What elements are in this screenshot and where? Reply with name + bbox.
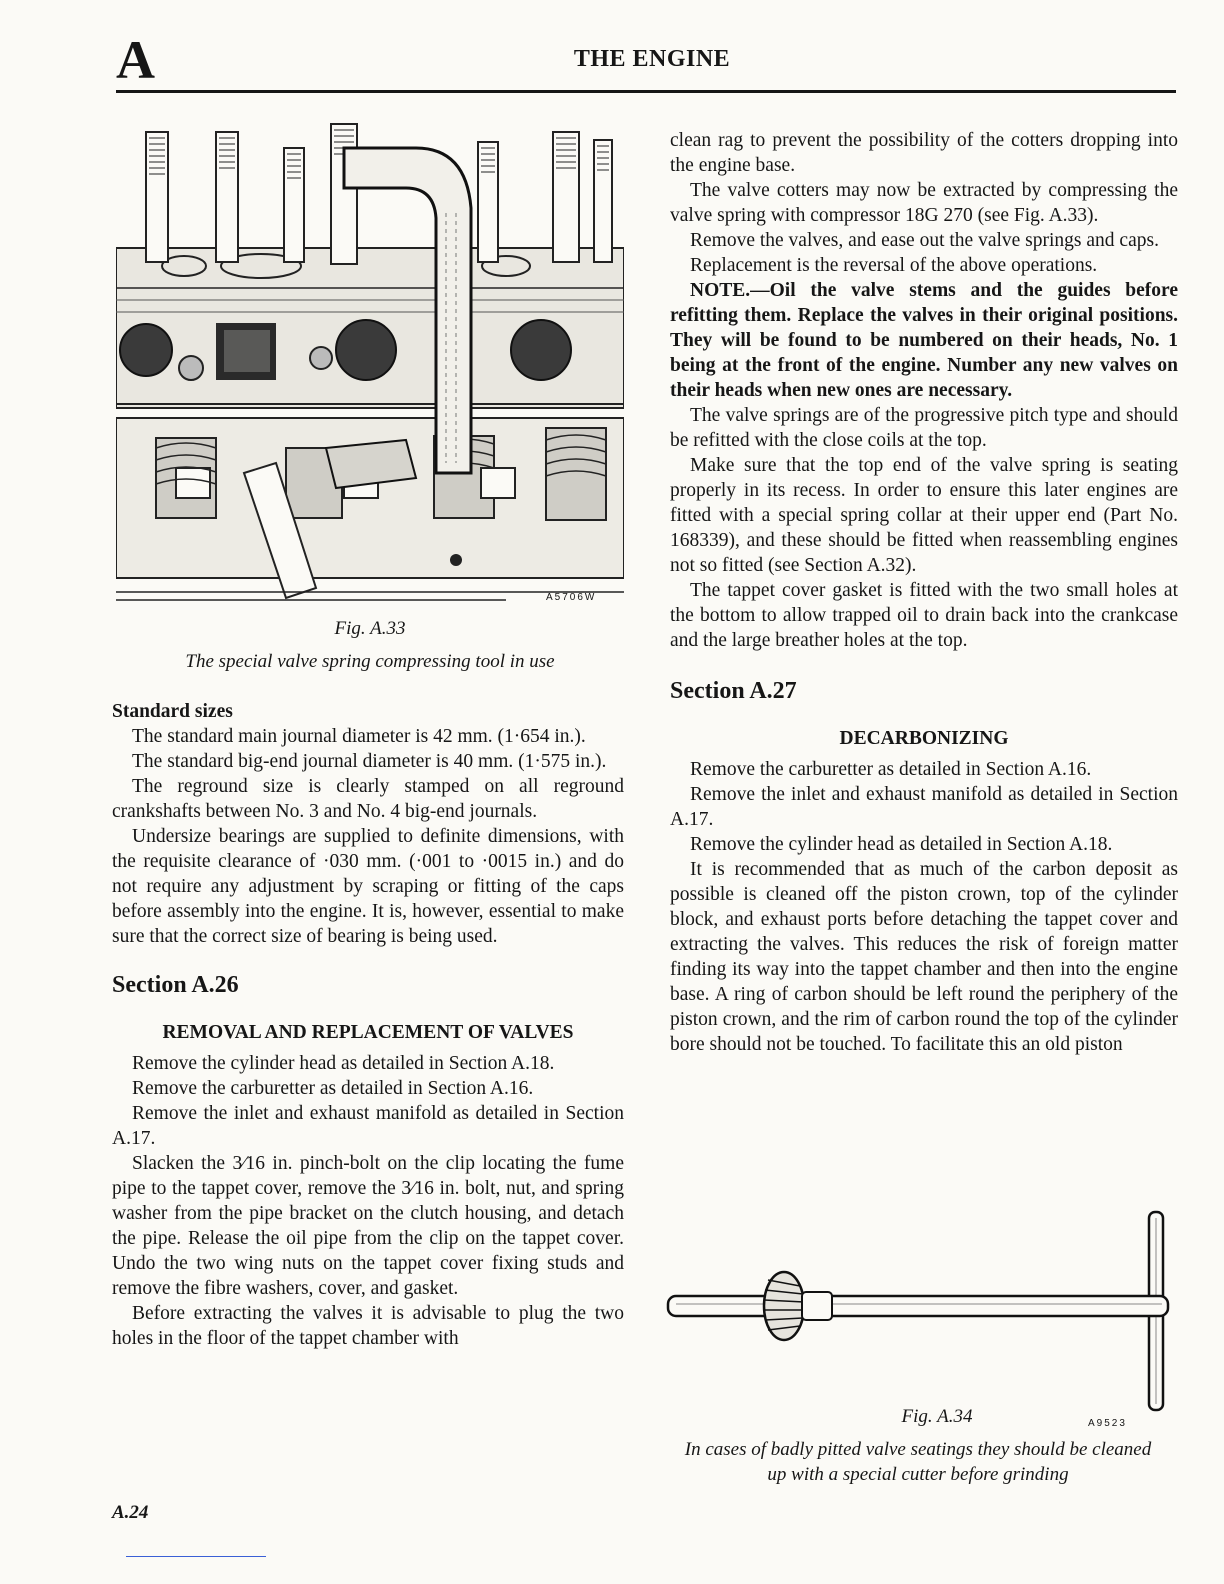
paragraph: The tappet cover gasket is fitted with the two small holes at the bottom to allow trapped oil to drain back into the crankcase and the large breather holes at the top. [670,580,1178,651]
left-column [112,699,624,1351]
figure-a34-caption: In cases of badly pitted valve seatings they should be cleaned up with a special cutter before grinding [684,1439,1152,1485]
header-rule [116,90,1176,93]
section-a26-heading: Section A.26 [112,972,239,998]
paragraph: Remove the inlet and exhaust manifold as detailed in Section A.17. [670,784,1178,830]
paragraph: Remove the inlet and exhaust manifold as detailed in Section A.17. [112,1103,624,1149]
paragraph: Remove the carburetter as detailed in Section A.16. [132,1078,534,1099]
paragraph: Remove the valves, and ease out the valve springs and caps. [690,230,1159,251]
paragraph: Remove the carburetter as detailed in Section A.16. [690,759,1092,780]
figure-a33-illustration [116,118,624,606]
figure-a33-caption: The special valve spring compressing tool in use [185,651,555,672]
paragraph: It is recommended that as much of the carbon deposit as possible is cleaned off the piston crown, top of the cylinder block, and exhaust ports before detaching the tappet cover and extracting the valves. This reduces the risk of foreign matter finding its way into the tappet chamber and then into the engine base. A ring of carbon should be left round the periphery of the piston crown, and the rim of carbon round the top of the cylinder bore should not be touched. To facilitate this an old piston [670,859,1178,1055]
page-number: A.24 [112,1502,149,1523]
section-a27-title: DECARBONIZING [839,728,1009,749]
paragraph: The valve cotters may now be extracted by compressing the valve spring with compressor 18G 270 (see Fig. A.33). [670,180,1178,226]
paragraph: Before extracting the valves it is advisable to plug the two holes in the floor of the tappet chamber with [112,1303,624,1349]
paragraph: The valve springs are of the progressive pitch type and should be refitted with the close coils at the top. [670,405,1178,451]
right-column [670,128,1178,1057]
figure-a33-label: Fig. A.33 [334,618,406,639]
section-a26-title: REMOVAL AND REPLACEMENT OF VALVES [162,1022,574,1043]
paragraph: Make sure that the top end of the valve spring is seating properly in its recess. In order to ensure this later engines are fitted with a special spring collar at their upper end (Part No. 168339), and these should be fitted when reassembling engines not so fitted (see Section A.32). [670,455,1178,576]
figure-a34-code: A9523 [1088,1418,1127,1429]
paragraph: Undersize bearings are supplied to definite dimensions, with the requisite clearance of ·030 mm. (·001 to ·0015 in.) and do not require any adjustment by scraping or fitting of the caps before assembly into the engine. It is, however, essential to make sure that the correct size of bearing is being used. [112,826,624,947]
paragraph: Replacement is the reversal of the above operations. [690,255,1098,276]
paragraph: The standard big-end journal diameter is 40 mm. (1·575 in.). [132,751,607,772]
scan-edge-line [126,1556,266,1557]
paragraph: The reground size is clearly stamped on all reground crankshafts between No. 3 and No. 4 big-end journals. [112,776,624,822]
paragraph: Remove the cylinder head as detailed in Section A.18. [690,834,1113,855]
paragraph: Remove the cylinder head as detailed in Section A.18. [132,1053,555,1074]
figure-a34-label: Fig. A.34 [901,1406,973,1427]
paragraph: The standard main journal diameter is 42 mm. (1·654 in.). [132,726,586,747]
note-paragraph: NOTE.—Oil the valve stems and the guides before refitting them. Replace the valves in their original positions. They will be found to be numbered on their heads, No. 1 being at the front of the engine. Number any new valves on their heads when new ones are necessary. [670,280,1178,401]
page-title: THE ENGINE [573,46,731,72]
figure-a34-illustration [662,1208,1182,1418]
section-letter: A [116,30,155,90]
paragraph: Slacken the 3⁄16 in. pinch-bolt on the clip locating the fume pipe to the tappet cover, remove the 3⁄16 in. bolt, nut, and spring washer from the pipe bracket on the clutch housing, and detach the pipe. Release the oil pipe from the clip on the tappet cover. Undo the two wing nuts on the tappet cover fixing studs and remove the fibre washers, cover, and gasket. [112,1153,624,1299]
figure-a33-code: A5706W [546,592,597,603]
standard-sizes-heading: Standard sizes [112,701,233,722]
section-a27-heading: Section A.27 [670,678,797,704]
paragraph: clean rag to prevent the possibility of the cotters dropping into the engine base. [670,130,1178,176]
